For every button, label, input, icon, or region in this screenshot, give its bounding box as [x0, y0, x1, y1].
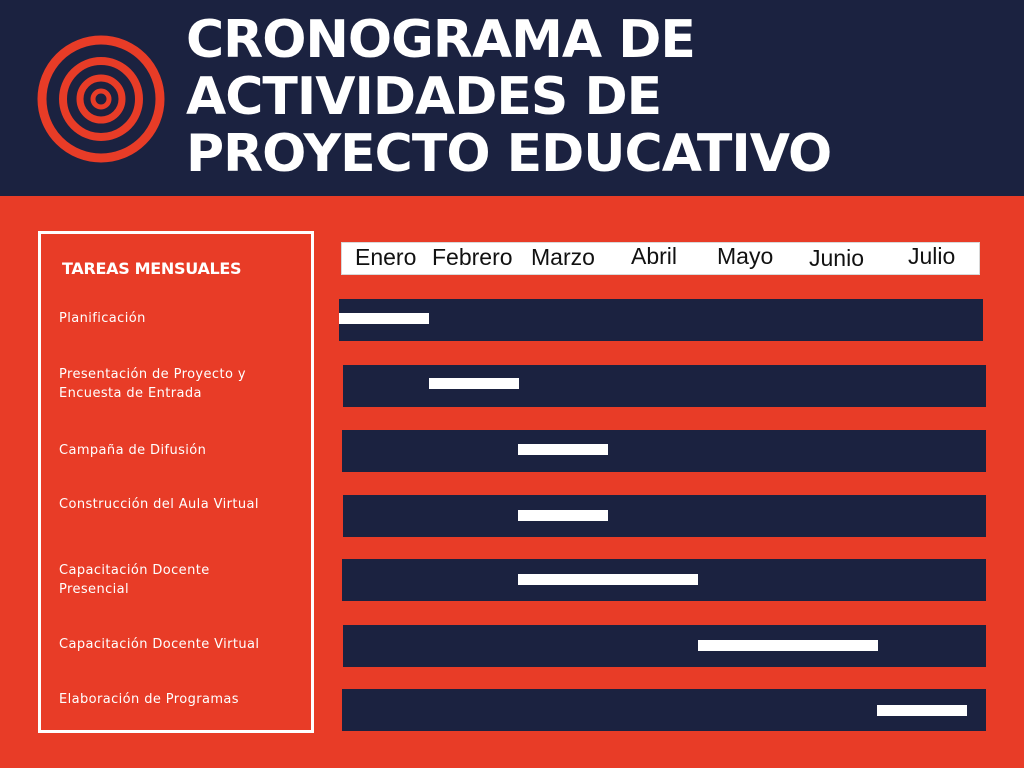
gantt-task-segment: [877, 705, 967, 716]
title-line: PROYECTO EDUCATIVO: [186, 124, 832, 184]
tasks-panel: [38, 231, 314, 733]
tasks-heading: TAREAS MENSUALES: [62, 259, 242, 278]
gantt-task-segment: [429, 378, 519, 389]
header-banner: [0, 0, 1024, 196]
title-line: CRONOGRAMA DE: [186, 10, 695, 70]
month-label-mayo: Mayo: [717, 243, 774, 269]
gantt-task-segment: [608, 574, 698, 585]
task-label-campana-difusion: Campaña de Difusión: [59, 443, 207, 458]
gantt-row: [343, 625, 986, 667]
task-label-aula-virtual: Construcción del Aula Virtual: [59, 497, 259, 512]
task-label-planificacion: Planificación: [59, 311, 146, 326]
month-label-enero: Enero: [355, 244, 417, 270]
month-label-abril: Abril: [631, 243, 678, 269]
page-title: [186, 12, 831, 183]
task-label-elaboracion-programas: Elaboración de Programas: [59, 692, 239, 707]
month-label-junio: Junio: [809, 245, 864, 271]
gantt-task-segment: [788, 640, 878, 651]
gantt-task-segment: [339, 313, 429, 324]
gantt-row: [342, 430, 986, 472]
task-label-presentacion: Presentación de Proyecto y Encuesta de Entrada: [59, 367, 246, 401]
gantt-task-segment: [518, 510, 608, 521]
gantt-row: [339, 299, 983, 341]
month-label-marzo: Marzo: [531, 244, 595, 270]
task-label-capacitacion-virtual: Capacitación Docente Virtual: [59, 637, 260, 652]
month-label-febrero: Febrero: [432, 244, 513, 270]
gantt-task-segment: [518, 444, 608, 455]
title-line: ACTIVIDADES DE: [186, 67, 662, 127]
gantt-task-segment: [698, 640, 788, 651]
task-label-capacitacion-presencial: Capacitación Docente Presencial: [59, 563, 210, 597]
gantt-task-segment: [518, 574, 608, 585]
target-icon: [37, 35, 165, 163]
gantt-row: [343, 495, 986, 537]
month-label-julio: Julio: [908, 243, 956, 269]
